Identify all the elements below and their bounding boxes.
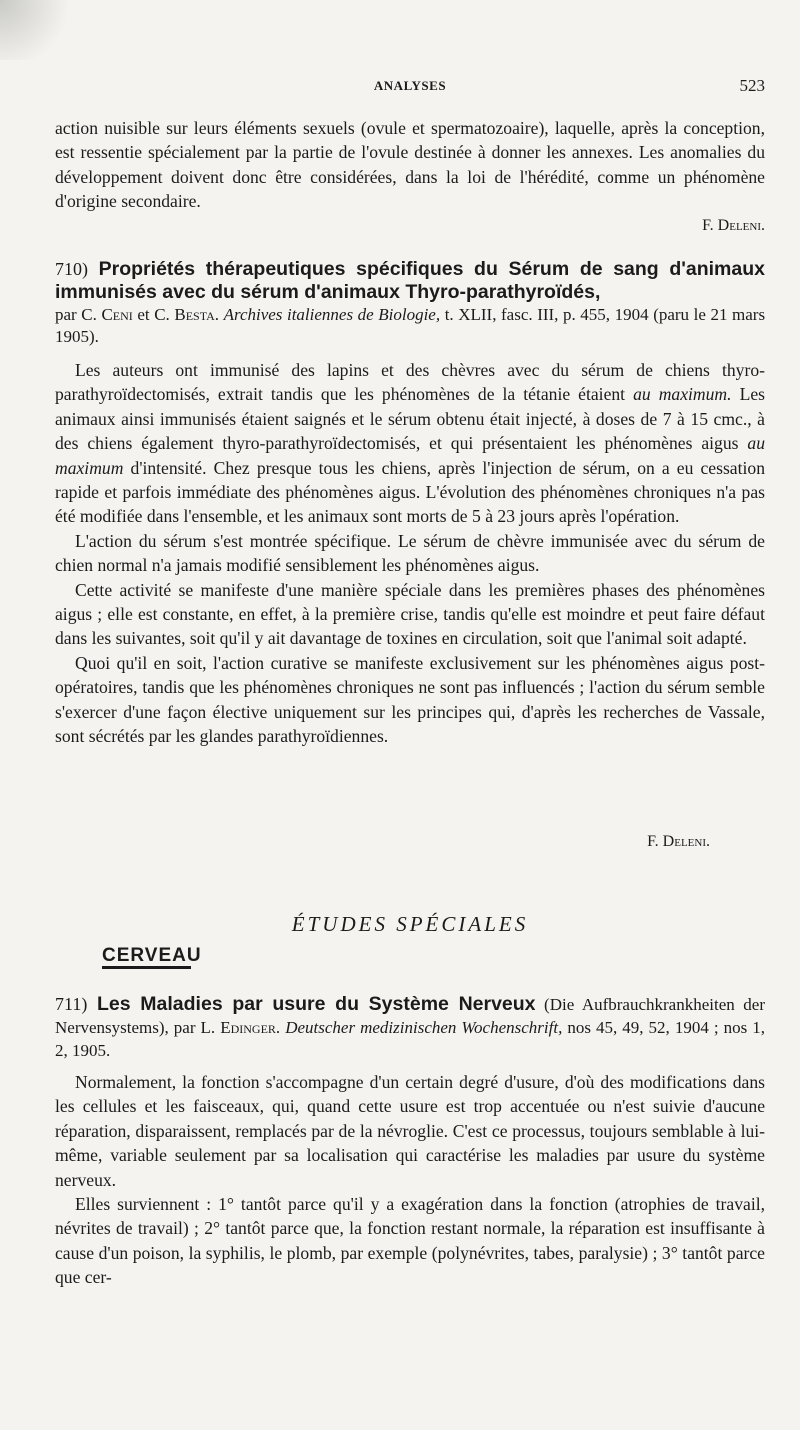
entry-710-sig-row [55,830,765,854]
author-besta: C. Besta. [154,305,219,324]
entry-711-p2: Elles surviennent : 1° tantôt parce qu'il y a exagération dans la fonction (atrophies de travail, névrites de travail) ; 2° tantôt parce que, la fonction restant normale, la réparation est insuffisante à cause d'un poison, la syphilis, le plomb, par exemple (polynévrites, tabes, paralysie) ; 3° tantôt parce que cer- [55,1194,765,1288]
page-stain [0,0,80,60]
entry-710-p2: L'action du sérum s'est montrée spécifique. Le sérum de chèvre immunisée avec du sérum de chien normal n'a jamais modifié sensiblement les phénomènes aigus. [55,530,765,576]
subsection-cerveau: CERVEAU [102,945,202,966]
entry-710-signature: F. Deleni. [647,833,710,850]
intro-block [55,116,765,238]
running-head [55,78,765,102]
author-edinger: L. Edinger. [200,1018,281,1037]
intro-paragraph: action nuisible sur leurs éléments sexuels (ovule et spermatozoaire), laquelle, après la conception, est ressentie spécialement par la partie de l'ovule destinée à donner les annexes. Les anomalies du développement doivent donc être considérées, dans la loi de l'hérédité, comme un phénomène d'origine secondaire. [55,118,765,212]
entry-711-p1: Normalement, la fonction s'accompagne d'un certain degré d'usure, d'où des modifications dans les cellules et les faisceaux, qui, quand cette usure est trop accentuée ou n'est suivie d'aucune réparation, disparaissent, remplacés par de la névroglie. C'est ce processus, toujours semblable à lui-même, variable seulement par sa localisation qui caractérise les maladies par usure du système nerveux. [55,1072,765,1190]
journal-name-711: Deutscher medizinischen Wochenschrift, [285,1018,563,1037]
entry-710 [55,258,765,348]
entry-710-body [55,358,765,749]
entry-710-p3: Cette activité se manifeste d'une manière spéciale dans les premières phases des phénomènes aigus ; elle est constante, en effet, à la première crise, tandis qu'elle est moindre et peut faire défaut dans les suivantes, soit qu'il y ait davantage de toxines en circulation, soit que l'animal soit adapté. [55,579,765,649]
entry-711-heading: 711) Les Maladies par usure du Système Nerveux (Die Aufbrauchkrankheiten der Nervensystems), par L. Edinger. Deutscher medizinischen Wochenschrift, nos 45, 49, 52, 1904 ; nos 1, 2, 1905. [55,993,765,1060]
entry-711 [55,993,765,1062]
page-number: 523 [739,76,765,95]
entry-710-p1: Les auteurs ont immunisé des lapins et des chèvres avec du sérum de chiens thyro-parathyroïdectomisés, extrait tandis que les phénomènes de la tétanie étaient au maximum. Les animaux ainsi immunisés étaient saignés et le sérum obtenu était injecté, à doses de 7 à 15 cmc., à des chiens également thyro-parathyroïdectomisés, et qui présentaient les phénomènes aigus au maximum d'intensité. Chez presque tous les chiens, après l'injection de sérum, on a eu cessation rapide et parfois immédiate des phénomènes aigus. L'évolution des phénomènes chroniques n'a pas été modifiée dans l'ensemble, et les animaux sont morts de 5 à 23 jours après l'opération. [55,360,765,527]
running-title: ANALYSES [373,78,447,93]
entry-710-citation: par C. Ceni et C. Besta. Archives italiennes de Biologie, t. XLII, fasc. III, p. 455, 1904 (paru le 21 mars 1905). [55,305,766,346]
intro-signature: F. Deleni. [702,216,765,234]
entry-711-body [55,1070,765,1290]
journal-name: Archives italiennes de Biologie, [223,305,441,324]
entry-710-title: 710) Propriétés thérapeutiques spécifiques du Sérum de sang d'animaux immunisés avec du sérum d'animaux Thyro-parathyroïdés, [55,258,766,303]
entry-710-p4: Quoi qu'il en soit, l'action curative se manifeste exclusivement sur les phénomènes aigus post-opératoires, tandis que les phénomènes chroniques ne sont pas influencés ; l'action du sérum semble s'exercer d'une façon élective uniquement sur les principes qui, d'après les recherches de Vassale, sont sécrétés par les glandes parathyroïdiennes. [55,652,765,747]
section-title: ÉTUDES SPÉCIALES [291,912,529,936]
author-ceni: C. Ceni [81,305,133,324]
subsection-underline [102,966,191,969]
